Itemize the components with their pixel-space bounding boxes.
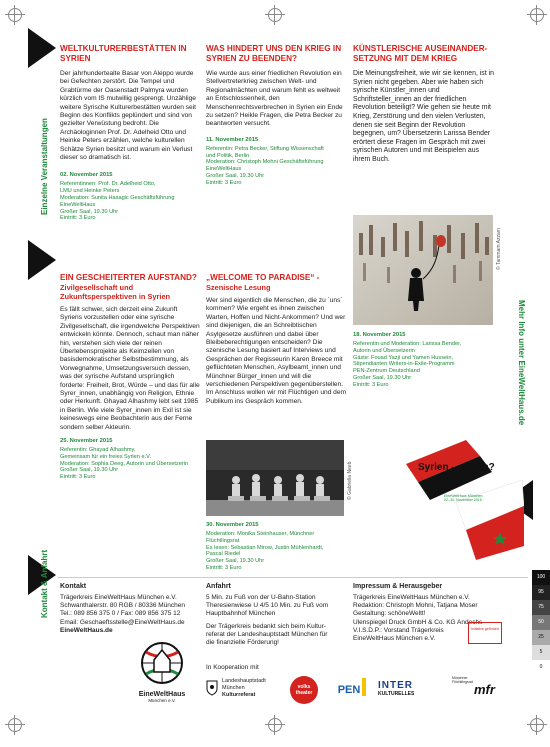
- article-war-syria: [206, 44, 346, 187]
- coat-of-arms-icon: [206, 680, 218, 696]
- photo-credit: © Tammam Azzam: [496, 228, 502, 270]
- footer-directions: Anfahrt 5 Min. zu Fuß von der U-Bahn-Station Theresienwiese U 4/5 10 Min. zu Fuß vom Hauptbahnhof München Der Trägerkreis bedankt sich beim Kultur- referat der Landeshauptstadt München für die finanzielle Förderung!: [206, 582, 356, 647]
- directions-heading: Anfahrt: [206, 583, 231, 590]
- event-info: Referentin: Ghayad Alhashmy, Gemeinsam für ein freies Syrien e.V. Moderation: Sophia Deeg, Autorin und Übersetzerin Großer Saal, 19.30 Uhr Eintritt: 3 Euro: [60, 447, 189, 481]
- article-title: WELTKULTURERBESTÄTTEN IN SYRIEN: [60, 44, 187, 63]
- footer-contact: Kontakt Trägerkreis EineWeltHaus München e.V. Schwanthalerstr. 80 RGB / 80336 München Tel.: 089 856 375 0 / Fax: 089 856 375 12 Email: Geschaeftsstelle@EineWeltHaus.de EineWeltHaus.de: [60, 582, 210, 635]
- globe-icon: [132, 640, 192, 686]
- theater-photo: [206, 440, 344, 516]
- article-art-war-info: [353, 332, 503, 389]
- pen-accent-icon: [362, 678, 370, 696]
- event-date: 25. November 2015: [60, 438, 113, 445]
- event-date: 18. November 2015: [353, 332, 406, 338]
- registration-mark: [268, 718, 282, 732]
- event-date: 30. November 2015: [206, 522, 259, 528]
- footer-divider: [58, 577, 528, 578]
- kulturreferat-logo: Landeshauptstadt München Kulturreferat: [206, 678, 286, 708]
- website-link[interactable]: EineWeltHaus.de: [60, 626, 113, 634]
- event-info: Referentin: Petra Becker, Stiftung Wissenschaft und Politik, Berlin Moderation: Christoph Mohni Geschäftsführung EineWeltHaus Großer Saal, 19.30 Uhr Eintritt: 3 Euro: [206, 145, 324, 186]
- event-info: Moderation: Monika Steinhauser, Münchner Flüchtlingsrat Es lesen: Sebastian Mirow, Justin Mühlenhardt, Pascal Riedel Großer Saal, 19.30 Uhr Eintritt: 3 Euro: [206, 531, 324, 571]
- article-subtitle: Zivilgesellschaft und Zukunftsperspektiven in Syrien: [60, 283, 171, 301]
- color-calibration-strip: 100 95 75 50 25 5 0: [532, 570, 550, 675]
- article-uprising: [60, 273, 200, 481]
- article-body: Es fällt schwer, sich derzeit eine Zukunft Syriens vorzustellen oder eine syrische Zivilgesellschaft, die irgendwelche Perspektiven entwickeln könnte. Dennoch, schaut man näher hin, verstehen sich viele der reinen Überlebensprojekte als Keimzellen von basisdemokratischer Selbstbestimmung, als Vorwegnahme, Umsetzungsversuch dessen, was der syrische Aufstand ursprünglich forderte: Freiheit, Brot, Würde – und das für alle Syrer_innen, unabhängig von Religion, Ethnie oder Herkunft. Ghayad Alhashmy lebt seit 1985 in Berlin. Wie viele Syrer_innen im Exil ist sie keineswegs eine Beobachterin aus der Ferne sondern selber Akteurin.: [60, 306, 200, 431]
- contact-heading: Kontakt: [60, 583, 87, 590]
- poster-subtitle: EineWeltHaus München 02.-30. November 2015: [444, 494, 483, 503]
- event-date: 11. November 2015: [206, 136, 259, 143]
- article-welcome-paradise: [206, 273, 348, 406]
- volkstheater-logo: volks theater: [290, 676, 318, 704]
- article-title: WAS HINDERT UNS DEN KRIEG IN SYRIEN ZU BEENDEN?: [206, 44, 342, 63]
- article-welcome-paradise-info: [206, 522, 348, 572]
- event-poster: [396, 420, 524, 560]
- article-subtitle: Szenische Lesung: [206, 283, 271, 292]
- interkulturelles-logo: INTER KULTURELLES: [378, 680, 415, 697]
- poster-title: Syrien – wohin?: [418, 462, 495, 473]
- side-label-more-info: Mehr Info unter EineWeltHaus.de: [517, 300, 526, 426]
- fluechtlingsrat-logo: Münchner Flüchtlingsrat mfr: [452, 676, 495, 697]
- article-title: „WELCOME TO PARADISE“ -: [206, 273, 320, 282]
- registration-mark: [530, 8, 544, 22]
- article-title: EIN GESCHEITERTER AUFSTAND?: [60, 273, 197, 282]
- small-badge-logo: Initiative gefördert: [468, 622, 502, 644]
- triangle-marker-top: [28, 28, 56, 68]
- flag-graphic: [396, 420, 524, 560]
- article-world-heritage: [60, 44, 200, 222]
- artwork-image: [353, 215, 493, 325]
- side-label-events: Einzelne Veranstaltungen: [40, 118, 49, 215]
- event-info: Referentinnen: Prof. Dr. Adelheid Otto, LMU und Heinke Peters Moderation: Sunita Hasagic Geschäftsführung EineWeltHaus Großer Saal, 19.30 Uhr Eintritt: 3 Euro: [60, 181, 175, 222]
- footer-imprint: Impressum & Herausgeber Trägerkreis EineWeltHaus München e.V. Redaktion: Christoph Mohni, Tatjana Moser Gestaltung: schöneWeltt! Ulenspiegel Druck GmbH & Co. KG Andechs V.I.S.D.P.: Vorstand Trägerkreis EineWeltHaus München e.V.: [353, 582, 523, 643]
- event-info: Referentin und Moderation: Larissa Bender, Autorin und Übersetzerin Gäste: Fouad Yazji und Yamen Hussein, Stipendianten Writers-in-Exile-Programm PEN-Zentrum Deutschland Großer Saal, 19.30 Uhr Eintritt: 3 Euro: [353, 341, 462, 388]
- cooperation-label: In Kooperation mit: [206, 664, 259, 671]
- article-body: Wie wurde aus einer friedlichen Revolution ein Stellvertreterkrieg zwischen Welt- und Regionalmächten und warum fehlt es weltweit an Entschlossenheit, den Menschenrechtsverbrechen in Syrien ein Ende zu setzen? Heikle Fragen, die Petra Becker zu beantworten versucht.: [206, 70, 343, 128]
- article-body: Der jahrhundertealte Basar von Aleppo wurde bei Gefechten zerstört. Die Tempel und Grabtürme der Oasenstadt Palmyra wurden kürzlich vom IS mutwillig gesprengt. Unzählige weitere Syrische Kulturerbestätten wurden seit Beginn des Konflikts geplündert und sind von gezielter Verwüstung bedroht. Die Archäologinnen Prof. Dr. Adelheid Otto und Heinke Peters erzählen, welche kulturellen Schätze Syrien besitzt und warum ein Verlust dieser so dramatisch ist.: [60, 70, 196, 162]
- article-art-war: [353, 44, 498, 165]
- article-title: KÜNSTLERISCHE AUSEINANDER-SETZUNG MIT DEM KRIEG: [353, 44, 488, 63]
- registration-mark: [268, 8, 282, 22]
- event-date: 02. November 2015: [60, 172, 113, 179]
- triangle-marker-mid: [28, 240, 56, 280]
- photo-credit: © Gabriella Neeb: [347, 461, 353, 500]
- pen-logo: PEN: [337, 684, 361, 696]
- contact-email-link[interactable]: Email: Geschaeftsstelle@EineWeltHaus.de: [60, 618, 185, 626]
- article-body: Wer sind eigentlich die Menschen, die zu ´uns´ kommen? Wie ergeht es ihnen zwischen Warten, Hoffen und Nicht-Ankommen? Und wer sind diejenigen, die an Schreibtischen Asylgesetze ausführen und dabei über Bleibeberechtigungen entscheiden? Die szenische Lesung basiert auf Interviews und Gesprächen der Regisseurin Karen Breece mit geflüchteten Menschen, Asylbeamt_innen und Münchner Bürger_innen und will die verschiedenen Perspektiven gegenüberstellen. Im Anschluss wollen wir mit Flüchtigen und dem Publikum ins Gespräch kommen.: [206, 297, 346, 405]
- article-body: Die Meinungsfreiheit, wie wir sie kennen, ist in Syrien nicht gegeben. Aber wie haben sich syrische Künstler_innen und Schriftsteller_innen an der friedlichen Revolution beteiligt? Wie gehen sie heute mit Krieg, Zerstörung und den vielen Verlusten, denen sie seit Beginn der Revolution begegnen, um? Übersetzerin Larissa Bender erörtert diese Fragen im Gespräch mit zwei syrischen Autoren und mit Beispielen aus ihrem Buch.: [353, 70, 494, 163]
- registration-mark: [530, 718, 544, 732]
- imprint-heading: Impressum & Herausgeber: [353, 583, 443, 590]
- registration-mark: [8, 8, 22, 22]
- side-label-contact: Kontakt & Anfahrt: [40, 549, 49, 618]
- registration-mark: [8, 718, 22, 732]
- eineweltahaus-logo: EineWeltHaus München e.V.: [132, 640, 192, 712]
